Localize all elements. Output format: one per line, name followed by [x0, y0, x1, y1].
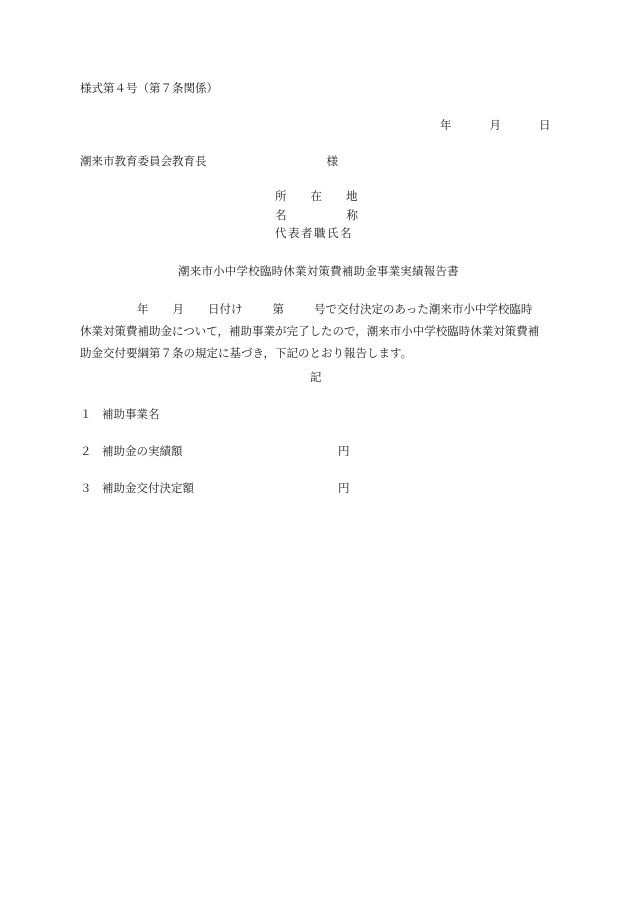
document-title: 潮来市小中学校臨時休業対策費補助金事業実績報告書: [178, 264, 459, 278]
form-number: 様式第４号（第７条関係）: [80, 81, 218, 95]
item-number: ３: [80, 481, 92, 495]
addressee: [80, 156, 338, 168]
item-label: 補助金交付決定額: [102, 481, 194, 495]
item-value-unit: 円: [338, 481, 350, 495]
date-year: 年: [440, 118, 452, 132]
list-item: [80, 481, 350, 495]
applicant-block: [275, 191, 358, 247]
body-text: [80, 298, 550, 364]
addressee-honorific: 様: [326, 154, 338, 168]
addressee-name: 潮来市教育委員会教育長: [80, 154, 207, 168]
body-line-3: 助金交付要綱第７条の規定に基づき，下記のとおり報告します。: [80, 346, 413, 360]
applicant-representative-label: 代表者職氏名: [275, 226, 353, 240]
item-label: 補助金の実績額: [102, 444, 183, 458]
date-line: [440, 120, 551, 132]
list-item: [80, 444, 350, 458]
list-item: [80, 409, 160, 421]
ki-heading: 記: [310, 370, 322, 384]
body-line-1: 年 月 日付け 第 号で交付決定のあった潮来市小中学校臨時: [137, 302, 533, 316]
item-number: １: [80, 407, 92, 421]
item-value-unit: 円: [338, 444, 350, 458]
item-number: ２: [80, 444, 92, 458]
applicant-name-label: 名 称: [275, 207, 358, 222]
item-label: 補助事業名: [102, 407, 160, 421]
applicant-address-label: 所 在 地: [275, 189, 358, 203]
date-month: 月: [489, 118, 501, 132]
date-day: 日: [539, 118, 551, 132]
body-line-2: 休業対策費補助金について，補助事業が完了したので，潮来市小中学校臨時休業対策費補: [80, 324, 540, 338]
